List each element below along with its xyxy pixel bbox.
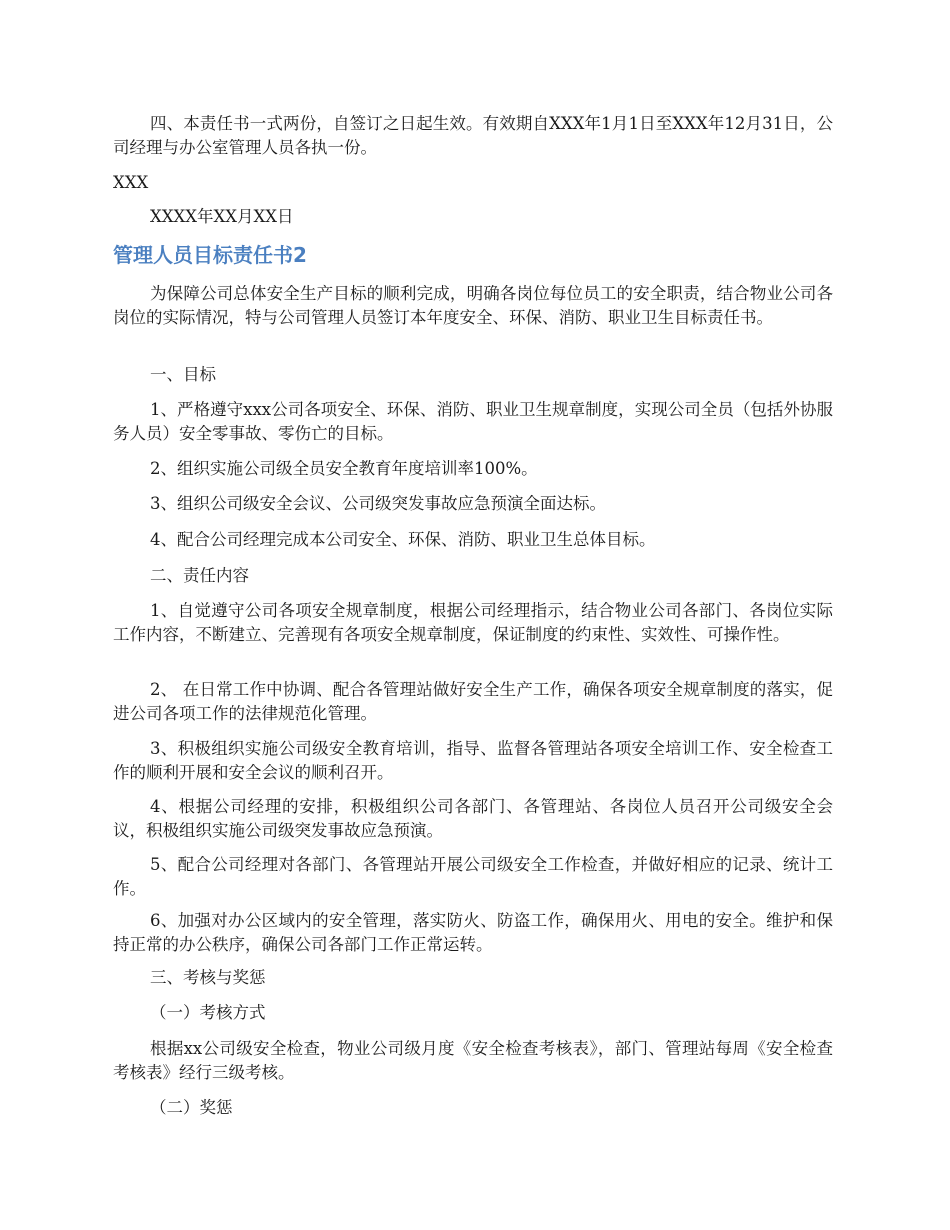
signature-name: XXX — [113, 173, 149, 192]
goals-title: 一、目标 — [150, 365, 216, 384]
duty-item-1: 1、自觉遵守公司各项安全规章制度，根据公司经理指示，结合物业公司各部门、各岗位实际工作内容，不断建立、完善现有各项安全规章制度，保证制度的约束性、实效性、可操作性。 — [113, 601, 833, 644]
goal-item-2: 2、组织实施公司级全员安全教育年度培训率100%。 — [150, 459, 538, 478]
duties-title: 二、责任内容 — [150, 566, 249, 585]
validity-paragraph: 四、本责任书一式两份，自签订之日起生效。有效期自XXX年1月1日至XXX年12月31日，公司经理与办公室管理人员各执一份。 — [113, 114, 833, 157]
assessment-title: 三、考核与奖惩 — [150, 968, 266, 987]
assessment-method-title: （一）考核方式 — [150, 1003, 266, 1022]
duty-item-3: 3、积极组织实施公司级安全教育培训，指导、监督各管理站各项安全培训工作、安全检查工作的顺利开展和安全会议的顺利召开。 — [113, 739, 833, 782]
duty-item-5: 5、配合公司经理对各部门、各管理站开展公司级安全工作检查，并做好相应的记录、统计工作。 — [113, 855, 833, 898]
duty-item-4: 4、根据公司经理的安排，积极组织公司各部门、各管理站、各岗位人员召开公司级安全会议，积极组织实施公司级突发事故应急预演。 — [113, 797, 833, 840]
assessment-method-text: 根据xx公司级安全检查，物业公司级月度《安全检查考核表》，部门、管理站每周《安全检查考核表》经行三级考核。 — [113, 1039, 833, 1082]
goal-item-3: 3、组织公司级安全会议、公司级突发事故应急预演全面达标。 — [150, 494, 606, 513]
intro-paragraph: 为保障公司总体安全生产目标的顺利完成，明确各岗位每位员工的安全职责，结合物业公司各岗位的实际情况，特与公司管理人员签订本年度安全、环保、消防、职业卫生目标责任书。 — [113, 284, 833, 327]
goal-item-4: 4、配合公司经理完成本公司安全、环保、消防、职业卫生总体目标。 — [150, 530, 656, 549]
rewards-title: （二）奖惩 — [150, 1098, 233, 1117]
signature-date: XXXX年XX月XX日 — [150, 207, 294, 226]
duty-item-2: 2、 在日常工作中协调、配合各管理站做好安全生产工作，确保各项安全规章制度的落实，促进公司各项工作的法律规范化管理。 — [113, 680, 833, 723]
duty-item-6: 6、加强对办公区域内的安全管理，落实防火、防盗工作，确保用火、用电的安全。维护和保持正常的办公秩序，确保公司各部门工作正常运转。 — [113, 911, 833, 954]
goal-item-1: 1、严格遵守xxx公司各项安全、环保、消防、职业卫生规章制度，实现公司全员（包括外协服务人员）安全零事故、零伤亡的目标。 — [113, 400, 833, 443]
section-heading: 管理人员目标责任书2 — [113, 243, 307, 267]
